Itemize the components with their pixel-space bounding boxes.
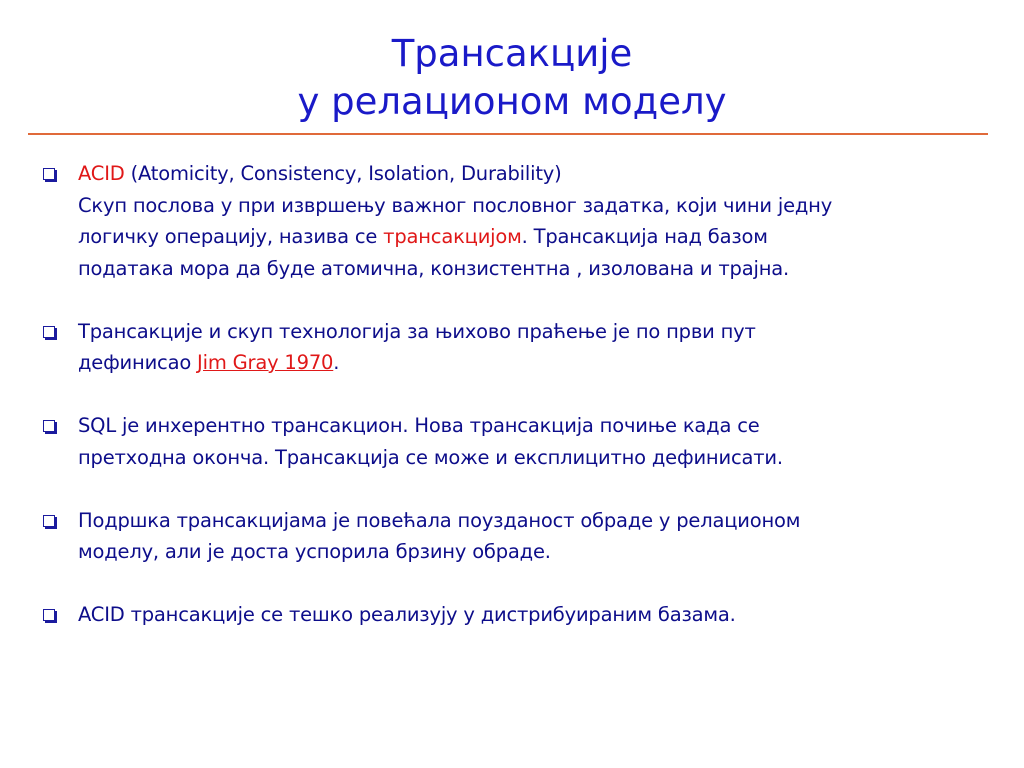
- bullet-text: .: [333, 351, 340, 374]
- square-bullet-icon: [43, 168, 55, 180]
- bullet-line: Подршка трансакцијама је повећала поузданост обраде у релационом: [78, 508, 801, 532]
- bullet-line: [78, 221, 1000, 253]
- bullet-item-support: [40, 505, 1000, 568]
- bullet-line: претходна оконча. Трансакција се може и експлицитно дефинисати.: [78, 445, 783, 469]
- bullet-line: података мора да буде атомична, конзистентна , изолована и трајна.: [78, 256, 789, 280]
- bullet-item-acid: [40, 158, 1000, 284]
- bullet-line: ACID трансакције се тешко реализују у дистрибуираним базама.: [78, 603, 736, 626]
- bullet-text: . Трансакција над базом: [521, 225, 768, 248]
- square-bullet-icon: [43, 609, 55, 621]
- slide-body: [40, 158, 1000, 662]
- slide-title: [0, 30, 1024, 126]
- slide-title-line-2: у релационом моделу: [297, 80, 727, 123]
- bullet-line: SQL је инхерентно трансакцион. Нова трансакција почиње када се: [78, 414, 760, 437]
- bullet-text: логичку операцију, назива се: [78, 225, 384, 248]
- square-bullet-icon: [43, 515, 55, 527]
- bullet-line: [78, 158, 1000, 190]
- acid-expansion: (Atomicity, Consistency, Isolation, Durability): [124, 162, 562, 185]
- title-divider: [28, 133, 988, 135]
- square-bullet-icon: [43, 326, 55, 338]
- bullet-item-distributed: [40, 599, 1000, 631]
- acid-term: ACID: [78, 162, 125, 185]
- bullet-line: Трансакције и скуп технологија за њихово праћење је по први пут: [78, 319, 756, 343]
- bullet-item-sql: [40, 410, 1000, 473]
- bullet-line: [78, 347, 1000, 379]
- bullet-line: моделу, али је доста успорила брзину обраде.: [78, 540, 551, 563]
- bullet-item-jim-gray: [40, 316, 1000, 379]
- square-bullet-icon: [43, 420, 55, 432]
- jim-gray-link[interactable]: Jim Gray 1970: [197, 351, 334, 374]
- slide-title-line-1: Трансакције: [391, 32, 633, 75]
- highlighted-term: трансакцијом: [383, 225, 522, 248]
- bullet-text: дефинисао: [78, 351, 198, 374]
- bullet-line: Скуп послова у при извршењу важног пословног задатка, који чини једну: [78, 193, 833, 217]
